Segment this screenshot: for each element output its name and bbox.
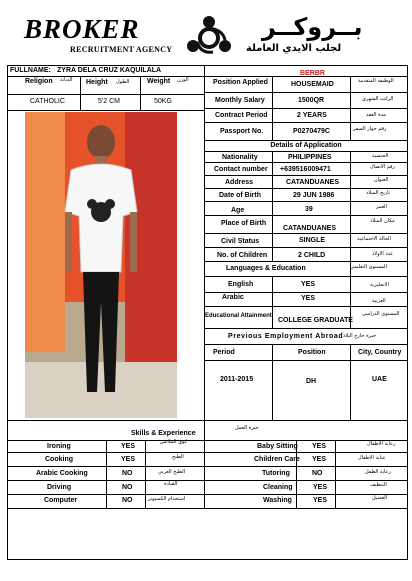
skill-cleaning-label: Cleaning	[263, 484, 293, 491]
education-value: COLLEGE GRADUATE	[278, 317, 353, 324]
skill-ironing-label: Ironing	[47, 443, 71, 450]
brand-subtitle: RECRUITMENT AGENCY	[70, 45, 173, 54]
skill-ironing-arabic: كوي الملابس	[160, 439, 188, 445]
english-value: YES	[301, 281, 316, 288]
dob-value: 29 JUN 1986	[293, 192, 335, 199]
skill-children-care-label: Children Care	[254, 456, 300, 463]
skills-title-arabic: خبرة العمل	[235, 425, 259, 431]
employment-header-period: Period	[213, 349, 235, 356]
position-applied-arabic: الوظيفة المتقدمة	[358, 78, 394, 84]
employment-country: UAE	[372, 376, 387, 383]
dob-arabic: تاريخ الميلاد	[366, 190, 391, 196]
weight-value: 50KG	[154, 98, 172, 105]
applicant-photo	[25, 112, 177, 418]
skill-washing-label: Washing	[263, 497, 292, 504]
skill-computer-label: Computer	[44, 497, 78, 504]
place-of-birth-arabic: مكان الميلاد	[370, 218, 395, 224]
english-label: English	[228, 281, 254, 288]
skill-baby-sitting-value: YES	[312, 443, 327, 450]
nationality-arabic: الجنسية	[372, 153, 389, 159]
skill-cleaning-value: YES	[313, 484, 328, 491]
education-arabic: المستوى الدراسي	[362, 311, 400, 317]
address-arabic: العنوان	[374, 177, 389, 183]
height-label-arabic: الطول	[116, 79, 130, 85]
skill-tutoring-value: NO	[312, 470, 323, 477]
contact-value: +639516009471	[280, 166, 331, 173]
brand-logo-arabic: بــروكــر	[262, 13, 363, 41]
fullname-label: FULLNAME:	[10, 67, 51, 74]
skill-driving-label: Driving	[47, 484, 72, 491]
monthly-salary-arabic: الراتب الشهري	[362, 96, 394, 102]
nationality-value: PHILIPPINES	[288, 154, 332, 161]
religion-label-arabic: الديانة	[60, 77, 73, 83]
brand-subtitle-arabic: لجلب الايدي العاملة	[246, 43, 342, 54]
children-value: 2 CHILD	[298, 252, 326, 259]
civil-status-label: Civil Status	[221, 238, 260, 245]
age-label: Age	[231, 207, 245, 214]
nationality-label: Nationality	[222, 154, 258, 161]
skill-computer-value: NO	[122, 497, 133, 504]
skill-computer-arabic: استخدام الكمبيوتر	[148, 496, 186, 502]
skill-driving-value: NO	[122, 484, 133, 491]
address-value: CATANDUANES	[286, 179, 340, 186]
employment-position: DH	[306, 378, 317, 385]
brand-logo-text: BROKER	[24, 14, 140, 44]
contract-period-value: 2 YEARS	[297, 112, 327, 119]
civil-status-value: SINGLE	[299, 237, 326, 244]
religion-value: CATHOLIC	[30, 98, 65, 105]
contact-label: Contact number	[214, 166, 268, 173]
age-arabic: العمر	[376, 204, 387, 210]
height-value: 5'2 CM	[98, 98, 120, 105]
skill-baby-sitting-label: Baby Sitting	[257, 443, 298, 450]
place-of-birth-value: CATANDUANES	[283, 225, 337, 232]
details-title: Details of Application	[270, 142, 342, 149]
skill-cooking-arabic: الطبخ	[172, 454, 184, 460]
skill-cleaning-arabic: التنظيف	[370, 482, 387, 488]
place-of-birth-label: Place of Birth	[221, 220, 267, 227]
arabic-arabic: العربية	[372, 298, 386, 304]
employment-header-position: Position	[298, 349, 326, 356]
skill-tutoring-label: Tutoring	[262, 470, 290, 477]
monthly-salary-label: Monthly Salary	[215, 97, 265, 104]
position-applied-value: HOUSEMAID	[291, 81, 334, 88]
passport-value: P0270479C	[293, 128, 330, 135]
position-applied-code: BERBR	[300, 70, 325, 77]
employment-period: 2011-2015	[220, 376, 254, 383]
civil-status-arabic: الحالة الاجتماعية	[357, 236, 391, 242]
skill-washing-arabic: الغسيل	[372, 495, 388, 501]
languages-title: Languages & Education	[226, 265, 306, 272]
skill-tutoring-arabic: رعاية الطفل	[365, 469, 391, 475]
employment-title: Previous Employment Abroad	[228, 333, 344, 340]
monthly-salary-value: 1500QR	[298, 97, 325, 104]
english-arabic: الانجليزية	[370, 282, 389, 288]
skill-ironing-value: YES	[121, 443, 136, 450]
dob-label: Date of Birth	[219, 192, 261, 199]
arabic-label: Arabic	[222, 294, 244, 301]
arabic-value: YES	[301, 295, 316, 302]
education-label: Educational Attainment	[205, 313, 272, 319]
skill-children-care-value: YES	[312, 456, 327, 463]
languages-title-arabic: المستوى التعليمي	[350, 264, 387, 270]
religion-label: Religion	[25, 78, 53, 85]
employment-header-country: City, Country	[358, 349, 402, 356]
contact-arabic: رقم الاتصال	[370, 164, 395, 170]
passport-arabic: رقم جواز السفر	[353, 126, 387, 132]
children-label: No. of Children	[217, 252, 268, 259]
position-applied-label: Position Applied	[213, 79, 268, 86]
brand-logo-icon	[183, 12, 235, 62]
skills-title: Skills & Experience	[131, 430, 196, 437]
age-value: 39	[305, 206, 313, 213]
skill-washing-value: YES	[313, 497, 328, 504]
height-label: Height	[86, 79, 108, 86]
weight-label: Weight	[147, 78, 171, 85]
children-arabic: عدد الاولاد	[372, 251, 394, 257]
skill-children-care-arabic: عناية الاطفال	[358, 455, 386, 461]
skill-arabic-cooking-value: NO	[122, 470, 133, 477]
address-label: Address	[225, 179, 254, 186]
skill-cooking-value: YES	[121, 456, 136, 463]
skill-driving-arabic: القيادة	[164, 481, 178, 487]
skill-cooking-label: Cooking	[45, 456, 73, 463]
weight-label-arabic: الوزن	[177, 77, 189, 83]
passport-label: Passport No.	[220, 128, 264, 135]
skill-arabic-cooking-label: Arabic Cooking	[36, 470, 88, 477]
contract-period-arabic: مدة العقد	[366, 112, 386, 118]
contract-period-label: Contract Period	[215, 112, 268, 119]
skill-baby-sitting-arabic: رعاية الاطفال	[367, 441, 396, 447]
fullname-value: ZYRA DELA CRUZ KAQUILALA	[57, 67, 162, 74]
employment-title-arabic: خبرة خارج البلاد	[343, 333, 377, 339]
skill-arabic-cooking-arabic: الطبخ العربي	[158, 469, 185, 475]
